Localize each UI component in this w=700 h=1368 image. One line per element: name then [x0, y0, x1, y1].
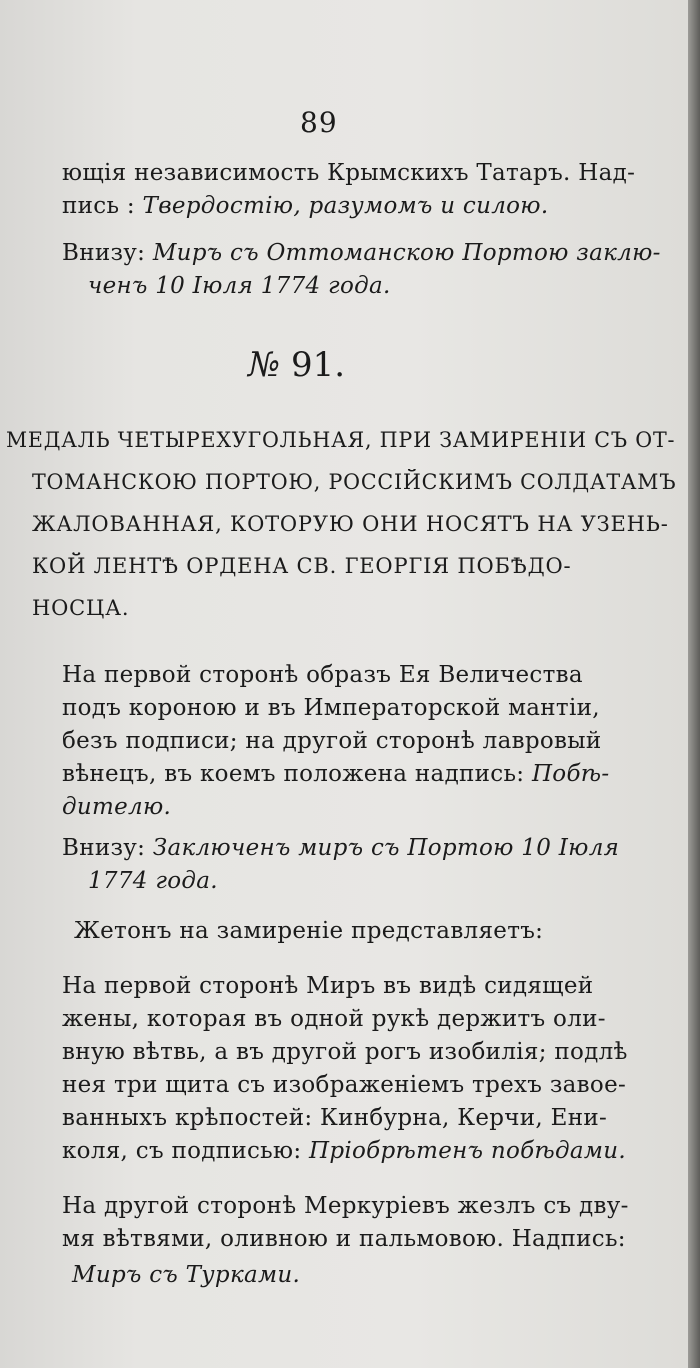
obverse-line-4: [62, 761, 609, 787]
below-line-1: [62, 835, 619, 861]
label-text: Внизу:: [62, 835, 153, 861]
jeton-obverse-line-5: ванныхъ крѣпостей: Кинбурна, Керчи, Ени-: [62, 1105, 608, 1131]
description-line-3: ЖАЛОВАННАЯ, КОТОРУЮ ОНИ НОСЯТЪ НА УЗЕНЬ-: [32, 512, 669, 536]
obverse-text: вѣнецъ, въ коемъ положена надпись:: [62, 761, 532, 787]
intro-line-2: [62, 193, 548, 219]
jeton-reverse-line-3: Миръ съ Турками.: [72, 1262, 301, 1288]
obverse-line-2: подъ короною и въ Императорской мантіи,: [62, 695, 600, 721]
intro-line-1: ющія независимость Крымскихъ Татаръ. Над-: [62, 160, 636, 186]
numero-sign: №: [248, 345, 281, 385]
below-line-2: 1774 года.: [88, 868, 218, 894]
jeton-obverse-line-3: вную вѣтвь, а въ другой рогъ изобилія; подлѣ: [62, 1039, 628, 1065]
intro-line-3: [62, 240, 661, 266]
jeton-intro: Жетонъ на замиреніе представляетъ:: [74, 918, 544, 944]
inscription-text: Пріобрѣтенъ побѣдами.: [308, 1138, 627, 1164]
label-text: пись :: [62, 193, 143, 219]
inscription-text: Заключенъ миръ съ Портою 10 Іюля: [152, 835, 620, 861]
description-line-4: КОЙ ЛЕНТѢ ОРДЕНА СВ. ГЕОРГІЯ ПОБѢДО-: [32, 554, 572, 578]
label-text: Внизу:: [62, 240, 153, 266]
motto-text: Твердостію, разумомъ и силою.: [142, 193, 549, 219]
jeton-obverse-line-6: [62, 1138, 626, 1164]
inscription-text: Миръ съ Оттоманскою Портою заклю-: [152, 240, 661, 266]
jeton-obverse-line-1: На первой сторонѣ Миръ въ видѣ сидящей: [62, 973, 594, 999]
page-edge: [688, 0, 700, 1368]
inscription-text: Побѣ-: [531, 761, 610, 787]
jeton-reverse-line-1: На другой сторонѣ Меркуріевъ жезлъ съ дву-: [62, 1193, 629, 1219]
jeton-obverse-line-4: нея три щита съ изображеніемъ трехъ завое-: [62, 1072, 627, 1098]
description-line-1: МЕДАЛЬ ЧЕТЫРЕХУГОЛЬНАЯ, ПРИ ЗАМИРЕНІИ СЪ ОТ-: [6, 428, 676, 452]
entry-number: 91.: [291, 345, 346, 385]
obverse-line-5: дителю.: [62, 794, 172, 820]
jeton-text: коля, съ подписью:: [62, 1138, 309, 1164]
page-number: 89: [300, 106, 338, 139]
obverse-line-3: безъ подписи; на другой сторонѣ лавровый: [62, 728, 602, 754]
entry-heading: [248, 345, 345, 385]
intro-line-4: ченъ 10 Іюля 1774 года.: [88, 273, 391, 299]
description-line-5: НОСЦА.: [32, 596, 130, 620]
jeton-reverse-line-2: мя вѣтвями, оливною и пальмовою. Надпись:: [62, 1226, 626, 1252]
description-line-2: ТОМАНСКОЮ ПОРТОЮ, РОССІЙСКИМЪ СОЛДАТАМЪ: [32, 470, 677, 494]
obverse-line-1: На первой сторонѣ образъ Ея Величества: [62, 662, 583, 688]
jeton-obverse-line-2: жены, которая въ одной рукѣ держитъ оли-: [62, 1006, 606, 1032]
